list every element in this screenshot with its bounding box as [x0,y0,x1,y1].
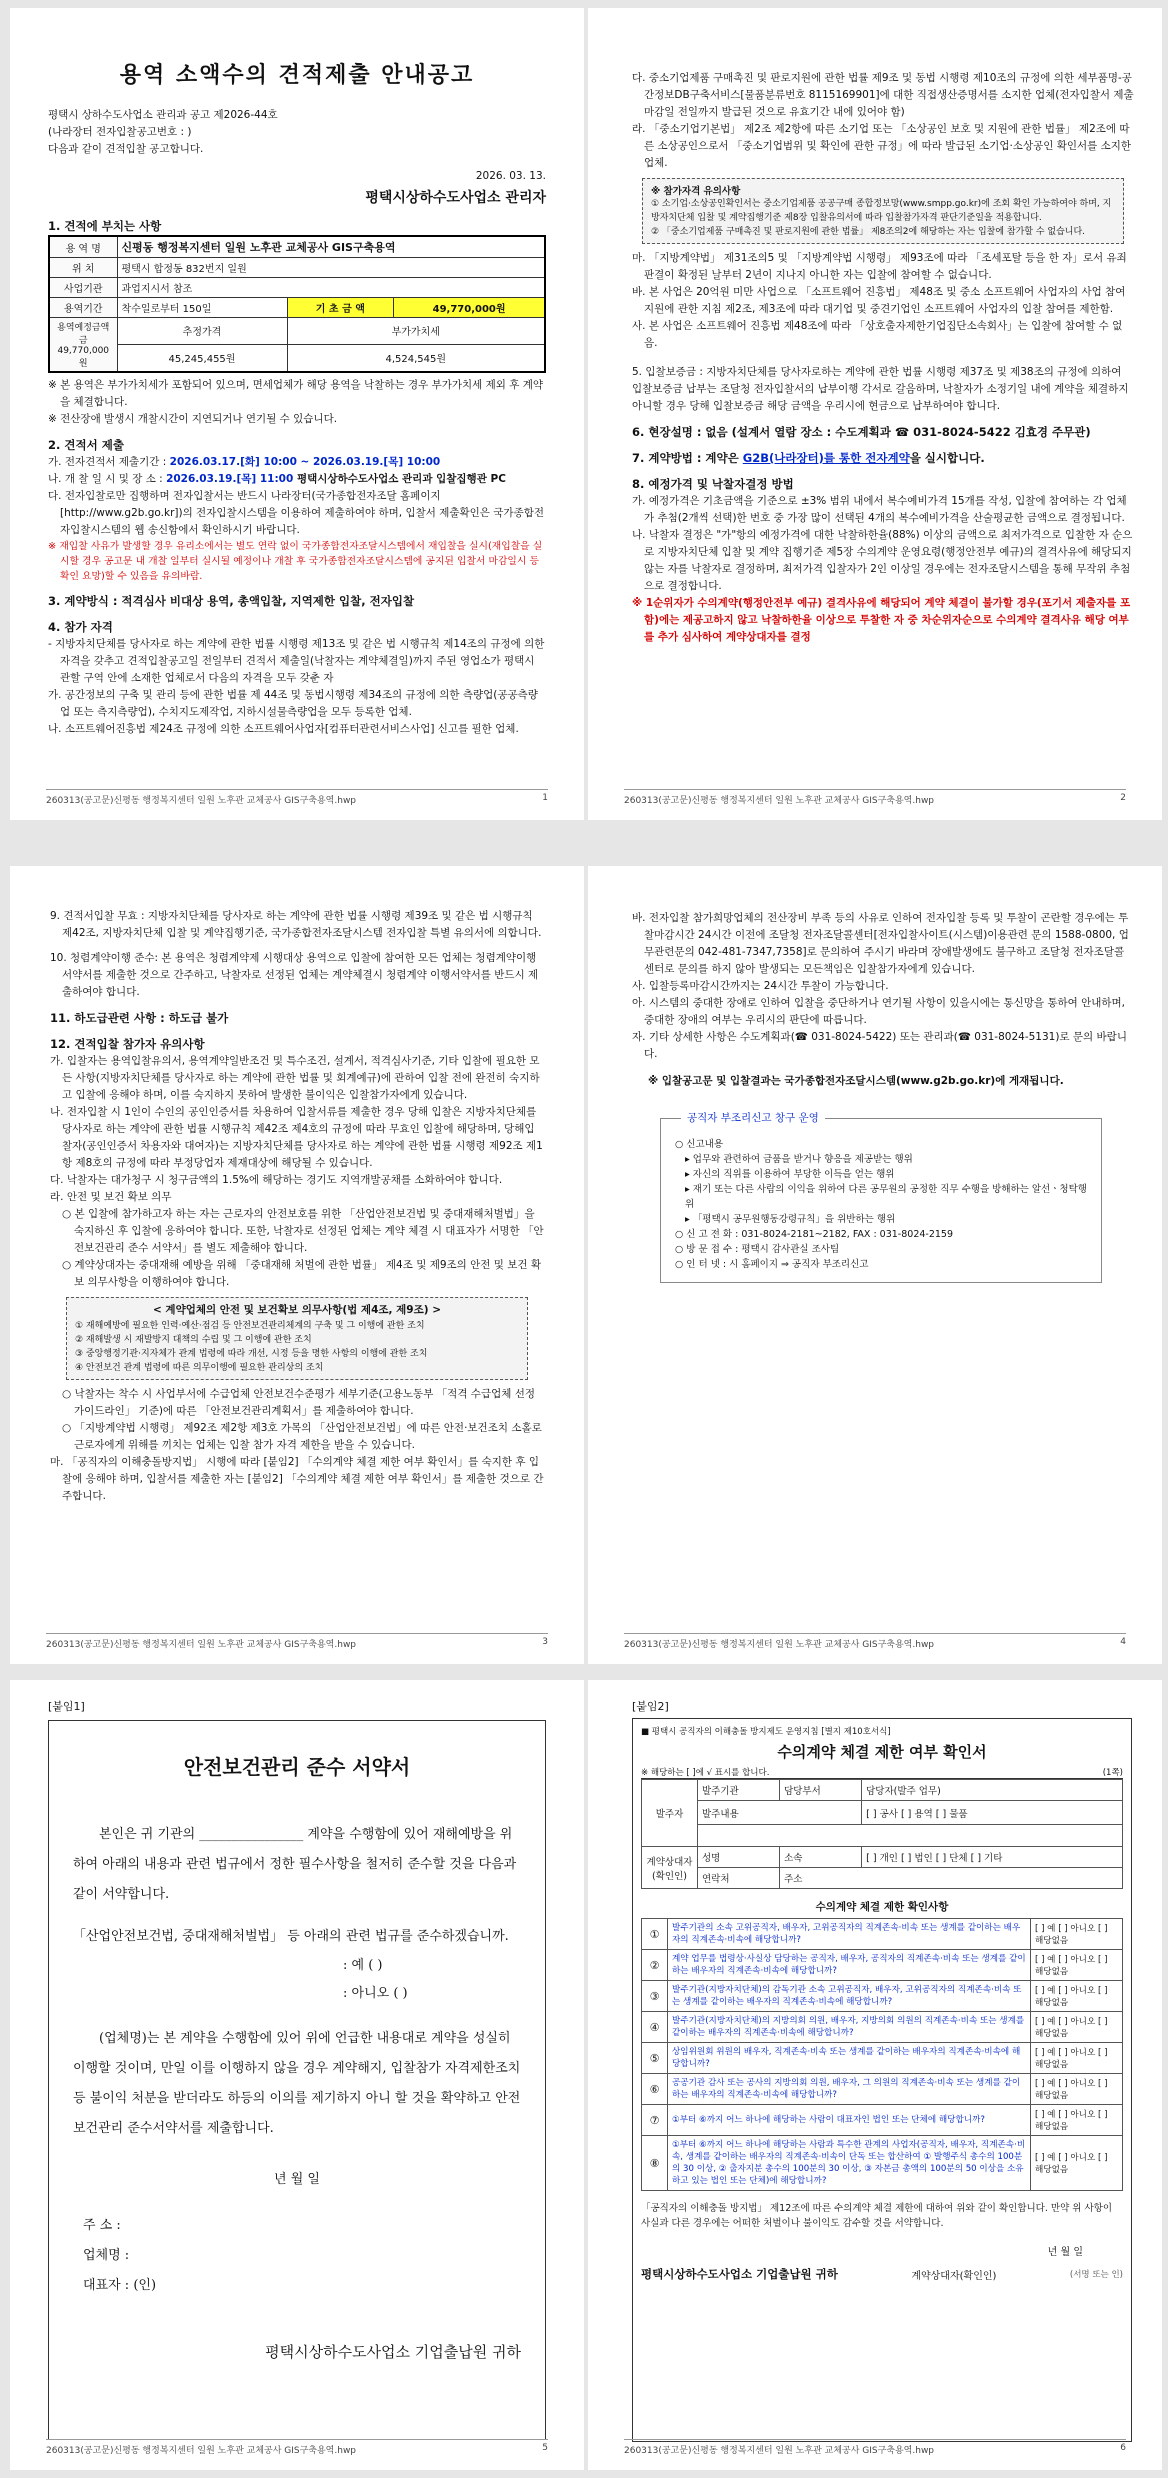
check-row-answer[interactable]: [ ] 예 [ ] 아니오 [ ] 해당없음 [1031,2043,1123,2074]
vat: 4,524,545원 [287,344,545,372]
confirm-statement: 「공직자의 이해충돌 방지법」 제12조에 따른 수의계약 체결 제한에 대하여 위와 같이 확인합니다. 만약 위 사항이 사실과 다른 경우에는 어떠한 처벌이나 불이익도 감수할 것을 서약합니다. [641,2203,1112,2229]
duty-item-2: ② 재해발생 시 재발방지 대책의 수립 및 그 이행에 관한 조치 [75,1335,312,1345]
check-row-question: 발주기관의 소속 고위공직자, 배우자, 고위공직자의 직계존속·비속 또는 생계를 같이하는 배우자의 직계존속·비속에 해당합니까? [668,1919,1031,1950]
report-box [660,1112,1102,1283]
check-row [642,2043,1123,2074]
check-row-answer[interactable]: [ ] 예 [ ] 아니오 [ ] 해당없음 [1031,2074,1123,2105]
check-row-answer[interactable]: [ ] 예 [ ] 아니오 [ ] 해당없음 [1031,2012,1123,2043]
attachment-label: [붙임1] [48,1700,85,1713]
form-recipient: 평택시상하수도사업소 기업출납원 귀하 [641,2267,838,2281]
notice-date: 2026. 03. 13. [475,170,546,182]
footer-filename: 260313(공고문)신평동 행정복지센터 일원 노후관 교체공사 GIS구축용역.hwp [46,796,357,806]
notice-number: 평택시 상하수도사업소 관리과 공고 제2026-44호 [48,109,278,121]
contractor-type: [ ] 개인 [ ] 법인 [ ] 단체 [ ] 기타 [862,1847,1123,1868]
check-row-question: 상임위원회 위원의 배우자, 직계존속·비속 또는 생계를 같이하는 배우자의 직계존속·비속에 해당합니까? [668,2043,1031,2074]
check-row [642,1950,1123,1981]
contract-method: G2B(나라장터)를 통한 전자계약 [742,451,910,465]
check-row-question: 계약 업무를 법령상·사실상 담당하는 공직자, 배우자, 공직자의 직계존속·비속 또는 생계를 같이하는 배우자의 직계존속·비속에 해당합니까? [668,1950,1031,1981]
publication-notice: ※ 입찰공고문 및 입찰결과는 국가종합전자조달시스템(www.g2b.go.kr)에 게재됩니다. [648,1075,1064,1087]
orderer-label: 발주자 [642,1780,698,1847]
vat-note: ※ 본 용역은 부가가치세가 포함되어 있으며, 면세업체가 해당 용역을 낙찰하는 경우 부가가치세 제외 후 계약을 체결합니다. [48,379,544,408]
duty-box-title: < 계약업체의 안전 및 보건확보 의무사항(법 제4조, 제9조) > [152,1304,442,1316]
location: 평택시 합정동 832번지 일원 [117,258,545,278]
note-b: 나. 전자입찰 시 1인이 수인의 공인인증서를 차용하여 입찰서류를 제출한 경우 당해 입찰은 지방자치단체를 당사자로 하는 계약에 관한 법률 시행규칙 제42조 제4호의 규정에 따라 무효인 입찰에 해당하며, 당해입찰자(공인인증서 차용자와 대여자)는 지방자치단체를 당사자로 하는 계약에 관한 법률 시행령 제92조 제1항 제8호의 규정에 따라 부정당업자 제재대상에 해당될 수 있습니다. [50,1106,543,1169]
note-d-3: ○ 낙찰자는 착수 시 사업부서에 수급업체 안전보건수준평가 세부기준(고용노동부 「적격 수급업체 선정 가이드라인」 기준)에 따른 「안전보건관리계획서」를 제출하여야 합니다. [62,1388,535,1417]
contract-type: [ ] 공사 [ ] 용역 [ ] 물품 [862,1801,1123,1825]
duty-item-4: ④ 안전보건 관계 법령에 따른 의무이행에 필요한 관리상의 조치 [75,1363,324,1373]
section-5: 5. 입찰보증금 : 지방자치단체를 당사자로하는 계약에 관한 법률 시행령 제37조 및 제38조의 규정에 의하여 입찰보증금 납부는 조달청 전자입찰서의 납부이행 각서로 갈음하며, 낙찰자가 소정기일 내에 계약을 체결하지 아니할 경우 당해 입찰보증금 해당 금액을 우리시에 현금으로 납부하여야 합니다. [632,366,1129,412]
report-visit: ○ 방 문 접 수 : 평택시 감사관실 조사팀 [675,1244,840,1255]
check-row [642,2136,1123,2191]
form-signer: 계약상대자(확인인) [911,2270,997,2282]
check-row-answer[interactable]: [ ] 예 [ ] 아니오 [ ] 해당없음 [1031,1950,1123,1981]
report-item-3: ▸ 자신의 직위를 이용하여 부당한 이득을 얻는 행위 [685,1169,895,1180]
check-row [642,2012,1123,2043]
box-item-2: ② 「중소기업제품 구매촉진 및 판로지원에 관한 법률」 제8조의2에 해당하는 자는 입찰에 참가할 수 없습니다. [651,227,1086,237]
budget-label: 용역예정금액 금49,770,000원 [49,318,117,373]
dept: 과업지시서 참조 [117,278,545,298]
check-row-number: ② [642,1950,668,1981]
opening-place: 평택시상하수도사업소 관리과 입찰집행관 PC [293,473,506,485]
qualification-c: 다. 중소기업제품 구매촉진 및 판로지원에 관한 법률 제9조 및 동법 시행령 제10조의 규정에 의한 세부품명-공간정보DB구축서비스[물품분류번호 8115169901]에 대한 직접생산증명서를 소지한 업체(전자입찰서 제출 마감일 전일까지 발급된 것으로 유효기간 내에 있어야 함) [632,72,1134,118]
check-row-answer[interactable]: [ ] 예 [ ] 아니오 [ ] 해당없음 [1031,1981,1123,2012]
box-title: ※ 참가자격 유의사항 [651,186,741,197]
note-d: 라. 안전 및 보건 확보 의무 [50,1191,172,1203]
section-12-heading: 12. 견적입찰 참가자 유의사항 [50,1037,205,1051]
duty-item-3: ③ 중앙행정기관·지자체가 관계 법령에 따라 개선, 시정 등을 명한 사항의 이행에 관한 조치 [75,1349,428,1359]
report-item-4: ▸ 재기 또는 다른 사람의 이익을 위하여 다른 공무원의 공정한 직무 수행을 방해하는 알선ㆍ청탁행위 [685,1184,1087,1210]
check-row-question: 발주기관(지방자치단체)의 감독기관 소속 고위공직자, 배우자, 고위공직자의 직계존속·비속 또는 생계를 같이하는 배우자의 직계존속·비속에 해당합니까? [668,1981,1031,2012]
footer-filename: 260313(공고문)신평동 행정복지센터 일원 노후관 교체공사 GIS구축용역.hwp [46,1640,357,1650]
note-d-1: ○ 본 입찰에 참가하고자 하는 자는 근로자의 안전보호를 위한 「산업안전보건법 및 중대재해처벌법」을 숙지하신 후 입찰에 응하여야 합니다. 또한, 낙찰자로 선정된 업체는 계약 체결 시 대표자가 서명한 「안전보건관리 준수 서약서」를 별도 제출해야 합니다. [62,1208,544,1254]
note-c: 다. 낙찰자는 대가청구 시 청구금액의 1.5%에 해당하는 경기도 지역개발공채를 소화하여야 합니다. [50,1174,503,1186]
check-row [642,1919,1123,1950]
est-price: 45,245,455원 [117,344,287,372]
safety-pledge-frame [48,1720,546,2440]
section-9: 9. 견적서입찰 무효 : 지방자치단체를 당사자로 하는 계약에 관한 법률 시행령 제39조 및 같은 법 시행규칙 제42조, 지방자치단체 입찰 및 계약집행기준, 국가종합전자조달시스템 전자입찰 특별 유의서에 의합니다. [50,910,542,939]
rebid-warning: ※ 재입찰 사유가 발생할 경우 유리소에서는 별도 연락 없이 국가종합전자조달시스템에서 재입찰을 실시(재입찰을 실시할 경우 공고문 내 개찰 일부터 실시될 예정이나 개찰 후 국가종합전자조달시스템에 공지된 입찰서 마감일시 등 확인 요망)할 수 있음을 유의바람. [48,541,543,582]
pledge-no: : 아니오 ( ) [343,1986,408,2001]
page-5 [10,1680,584,2470]
check-row-answer[interactable]: [ ] 예 [ ] 아니오 [ ] 해당없음 [1031,1919,1123,1950]
est-price-label: 추정가격 [117,318,287,345]
page-title: 용역 소액수의 견적제출 안내공고 [119,63,475,88]
footer-filename: 260313(공고문)신평동 행정복지센터 일원 노후관 교체공사 GIS구축용역.hwp [46,2446,357,2456]
contractor-name: 성명 [698,1847,780,1868]
price-method: 가. 예정가격은 기초금액을 기준으로 ±3% 범위 내에서 복수예비가격 15개를 작성, 입찰에 참여하는 각 업체가 추첨(2개씩 선택)한 번호 중 가장 많이 선택된 4개의 복수예비가격을 산술평균한 금액으로 결정됩니다. [632,495,1127,524]
form-header: ■ 평택시 공직자의 이해충돌 방지제도 운영지침 [별지 제10호서식] [641,1727,891,1737]
report-item-2: ▸ 업무와 관련하여 금품을 받거나 향응을 제공받는 행위 [685,1154,913,1165]
page-number: 2 [1120,793,1126,803]
note-f: 바. 전자입찰 참가희망업체의 전산장비 부족 등의 사유로 인하여 전자입찰 등록 및 투찰이 곤란할 경우에는 투찰마감시간 24시간 이전에 조달청 전자조달콜센터[전자입찰사이트(시스템)이용관련 문의 1588-0800, 업무관련문의 042-481-7347,7358]로 문의하여 주시기 바라며 장애발생에도 불구하고 조달청 전자조달콜센터로 문의를 하지 않아 발생되는 모든책임은 입찰참가자에게 있습니다. [632,912,1129,975]
page-3 [10,866,584,1664]
section-10: 10. 청렴계약이행 준수: 본 용역은 청렴계약제 시행대상 용역으로 입찰에 참여한 모든 업체는 청렴계약이행서약서를 제출한 것으로 간주하고, 낙찰자로 선정된 업체는 계약체결시 청렴계약 이행서약서를 반드시 제출하여야 합니다. [50,952,539,998]
project-table [48,235,546,373]
pledge-rep: 대표자 : (인) [83,2278,157,2293]
base-amount: 49,770,000원 [394,298,545,318]
orderer-dept: 담당부서 [780,1780,862,1801]
note-h: 아. 시스템의 중대한 장애로 인하여 입찰을 중단하거나 연기될 사항이 있을시에는 통신망을 통하여 안내하며, 중대한 장애의 여부는 우리시의 판단에 따릅니다. [632,997,1126,1026]
check-row-number: ① [642,1919,668,1950]
dept-label: 사업기관 [49,278,117,298]
check-row-question: ①부터 ⑥까지 어느 하나에 해당하는 사람이 대표자인 법인 또는 단체에 해당합니까? [668,2105,1031,2136]
e-bid-note: 다. 전자입찰로만 집행하며 전자입찰서는 반드시 나라장터(국가종합전자조달 홈페이지 [http://www.g2b.go.kr])의 전자입찰시스템을 이용하여 제출하여야 하며, 입찰서 제출확인은 국가종합전자입찰시스템의 웹 송신함에서 확인하시기 바랍니다. [48,490,544,536]
qualification-a: 가. 공간정보의 구축 및 관리 등에 관한 법률 제 44조 및 동법시행령 제34조의 규정에 의한 측량업(공공측량업 또는 측지측량업), 수치지도제작업, 지하시설물측량업을 모두 등록한 업체. [48,689,538,718]
section-1-heading: 1. 견적에 부치는 사항 [48,219,162,233]
opening-time: 2026.03.19.[목] 11:00 [166,473,294,485]
section-3-heading: 3. 계약방식 : 적격심사 비대상 용역, 총액입찰, 지역제한 입찰, 전자입찰 [48,594,415,608]
vat-label: 부가가치세 [287,318,545,345]
pledge-company: 업체명 : [83,2248,130,2263]
contractor-address: 주소 [780,1868,1123,1889]
check-row-question: 공공기관 감사 또는 공사의 지방의회 의원, 배우자, 그 의원의 직계존속·비속 또는 생계를 같이하는 배우자의 직계존속·비속에 해당합니까? [668,2074,1031,2105]
page-number: 1 [542,793,548,803]
report-web: ○ 인 터 넷 : 시 홈페이지 ⇒ 공직자 부조리신고 [675,1259,869,1270]
check-row-question: 발주기관(지방자치단체)의 지방의회 의원, 배우자, 지방의회 의원의 직계존속·비속 또는 생계를 같이하는 배우자의 직계존속·비속에 해당합니까? [668,2012,1031,2043]
check-row [642,2105,1123,2136]
form-date: 년 월 일 [1047,2247,1083,2258]
check-row-number: ⑥ [642,2074,668,2105]
section-7-post: 을 실시합니다. [909,451,985,465]
contractor-contact: 연락처 [698,1868,780,1889]
page-number: 6 [1120,2443,1126,2453]
check-table [641,1918,1123,2191]
check-row-answer[interactable]: [ ] 예 [ ] 아니오 [ ] 해당없음 [1031,2105,1123,2136]
report-item-5: ▸ 「평택시 공무원행동강령규칙」을 위반하는 행위 [685,1214,896,1225]
section-8-heading: 8. 예정가격 및 낙찰자결정 방법 [632,477,794,491]
pledge-body-2: 「산업안전보건법, 중대재해처벌법」 등 아래의 관련 법규를 준수하겠습니까. [73,1929,509,1944]
form-subtitle: ※ 해당하는 [ ]에 √ 표시를 합니다. [641,1768,770,1778]
footer-filename: 260313(공고문)신평동 행정복지센터 일원 노후관 교체공사 GIS구축용역.hwp [624,1640,935,1650]
section-11: 11. 하도급관련 사항 : 하도급 불가 [50,1011,229,1025]
submit-period: 2026.03.17.[화] 10:00 ~ 2026.03.19.[목] 10:00 [169,456,441,468]
check-row [642,2074,1123,2105]
qualification-general: - 지방자치단체를 당사자로 하는 계약에 관한 법률 시행령 제13조 및 같은 법 시행규칙 제14조의 규정에 의한 자격을 갖추고 견적입찰공고일 전일부터 견적서 제출일(낙찰자는 계약체결일)까지 주된 영업소가 평택시 관할 구역 안에 소재한 업체로서 다음의 자격을 모두 갖춘 자 [48,638,545,684]
period-label: 용역기간 [49,298,117,318]
footer-filename: 260313(공고문)신평동 행정복지센터 일원 노후관 교체공사 GIS구축용역.hwp [624,2446,935,2456]
page-number: 3 [542,1637,548,1647]
report-title: 공직자 부조리신고 창구 운영 [681,1110,825,1125]
box-item-1: ① 소기업·소상공인확인서는 중소기업제품 공공구매 종합정보망(www.smpp.go.kr)에 조회 확인 가능하여야 하며, 지방자치단체 입찰 및 계약집행기준 제8장 입찰유의서에 따라 입찰참가자격 판단기준일을 적용합니다. [651,199,1112,223]
project-name-label: 용 역 명 [49,236,117,258]
pledge-body-3: (업체명)는 본 계약을 수행함에 있어 위에 언급한 내용대로 계약을 성실히 이행할 것이며, 만일 이를 이행하지 않을 경우 계약해지, 입찰참가 자격제한조치 등 불이익 처분을 받더라도 하등의 이의를 제기하지 아니 할 것을 확약하고 안전보건관리 준수서약서를 제출합니다. [73,2031,521,2136]
winner-method: 나. 낙찰자 결정은 "가"항의 예정가격에 대한 낙찰하한율(88%) 이상의 금액으로 최저가격으로 입찰한 자 순으로 지방자치단체 입찰 및 계약 집행기준 제5장 수의계약 운영요령(행정안전부 예규)의 결격사유에 해당되지 않는 자를 낙찰자로 결정하며, 최저가격 입찰자가 2인 이상일 경우에는 전자조달시스템을 통해 무작위 추첨으로 결정합니다. [632,529,1133,592]
section-7-label: 7. 계약방법 : 계약은 [632,451,743,465]
report-item-1: ○ 신고내용 [675,1139,724,1150]
form-page: (1쪽) [1102,1768,1123,1778]
check-row-number: ⑧ [642,2136,668,2191]
note-g: 사. 입찰등록마감시간까지는 24시간 투찰이 가능합니다. [632,980,889,992]
note-e: 마. 「공직자의 이해충돌방지법」 시행에 따라 [붙임2] 「수의계약 체결 제한 여부 확인서」를 숙지한 후 입찰에 응해야 하며, 입찰서를 제출한 자는 [붙임2] 「수의계약 체결 제한 여부 확인서」를 제출한 것으로 간주합니다. [50,1456,544,1502]
issuer: 평택시상하수도사업소 관리자 [365,190,546,206]
check-row-answer[interactable]: [ ] 예 [ ] 아니오 [ ] 해당없음 [1031,2136,1123,2191]
qualification-f: 바. 본 사업은 20억원 미만 사업으로 「소프트웨어 진흥법」 제48조 및 중소 소프트웨어 사업자의 사업 참여 지원에 관한 지침 제2조, 제3조에 따라 대기업 및 중견기업인 소프트웨어 사업자의 입찰 참여를 제한함. [632,286,1126,315]
check-row-number: ③ [642,1981,668,2012]
section-4-heading: 4. 참가 자격 [48,620,113,634]
page-number: 4 [1120,1637,1126,1647]
submit-period-label: 가. 전자견적서 제출기간 : [48,456,170,468]
contractor-label: 계약상대자 (확인인) [642,1847,698,1889]
check-row-number: ⑦ [642,2105,668,2136]
attachment-label: [붙임2] [632,1700,669,1713]
qualification-d: 라. 「중소기업기본법」 제2조 제2항에 따른 소기업 또는 「소상공인 보호 및 지원에 관한 법률」 제2조에 따른 소상공인으로서 「중소기업범위 및 확인에 관한 규정」에 따라 발급된 소기업·소상공인 확인서를 소지한 업체. [632,123,1132,169]
party-table [641,1779,1123,1889]
note-d-2: ○ 계약상대자는 중대재해 예방을 위해 「중대재해 처벌에 관한 법률」 제4조 및 제9조의 안전 및 보건 확보 의무사항을 이행하여야 합니다. [62,1259,542,1288]
page-4 [588,866,1162,1664]
pledge-body-1: 본인은 귀 기관의 ________________ 계약을 수행함에 있어 재해예방을 위하여 아래의 내용과 관련 법규에서 정한 필수사항을 철저히 준수할 것을 다음과 같이 서약합니다. [73,1827,517,1902]
pledge-yes: : 예 ( ) [343,1958,383,1973]
g2b-notice-number: (나라장터 전자입찰공고번호 : ) [48,126,192,138]
page-6 [588,1680,1162,2470]
pledge-date: 년 월 일 [274,2172,320,2187]
duty-box [66,1297,528,1380]
qualification-e: 마. 「지방계약법」 제31조의5 및 「지방계약법 시행령」 제93조에 따라 「조세포탈 등을 한 자」로서 유죄판결이 확정된 날부터 2년이 지나지 아니한 자는 입찰에 참여할 수 없습니다. [632,252,1127,281]
base-amount-label: 기 초 금 액 [287,298,394,318]
note-i: 자. 기타 상세한 사항은 수도계획과(☎ 031-8024-5422) 또는 관리과(☎ 031-8024-5131)로 문의 바랍니다. [632,1031,1127,1060]
check-row-number: ⑤ [642,2043,668,2074]
check-row-question: ①부터 ⑥까지 어느 하나에 해당하는 사람과 특수한 관계의 사업자(공직자, 배우자, 직계존속·비속, 생계를 같이하는 배우자의 직계존속·비속이 단독 또는 합산하여 ① 발행주식 총수의 100분의 30 이상, ② 출자지분 총수의 100분의 30 이상, ③ 자본금 총액의 100분의 50 이상을 소유하고 있는 법인 또는 단체)에 해당합니까? [668,2136,1031,2191]
note-d-4: ○ 「지방계약법 시행령」 제92조 제2항 제3호 가목의 「산업안전보건법」에 따른 안전·보건조치 소홀로 근로자에게 위해를 끼치는 업체는 입찰 참가 자격 제한을 받을 수 있습니다. [62,1422,542,1451]
winner-note: ※ 1순위자가 수의계약(행정안전부 예규) 결격사유에 해당되어 계약 체결이 불가할 경우(포기서 제출자를 포함)에는 제공고하지 않고 낙찰하한율 이상으로 투찰한 자 중 차순위자순으로 수의계약 결격사유 해당 여부를 추가 심사하여 계약상대자를 결정 [632,597,1131,643]
pledge-address: 주 소 : [83,2218,121,2233]
footer-filename: 260313(공고문)신평동 행정복지센터 일원 노후관 교체공사 GIS구축용역.hwp [624,796,935,806]
orderer-org: 발주기관 [698,1780,780,1801]
confirmation-form [632,1718,1132,2442]
section-6: 6. 현장설명 : 없음 (설계서 열람 장소 : 수도계획과 ☎ 031-8024-5422 김효경 주무관) [632,425,1091,439]
pledge-title: 안전보건관리 준수 서약서 [183,1755,411,1779]
page-2 [588,8,1162,820]
orderer-manager: 담당자(발주 업무) [862,1780,1123,1801]
intro: 다음과 같이 견적입찰 공고합니다. [48,143,204,155]
project-name: 신평동 행정복지센터 일원 노후관 교체공사 GIS구축용역 [117,236,545,258]
period: 착수일로부터 150일 [117,298,287,318]
contract-content-label: 발주내용 [698,1801,862,1825]
qualification-g: 사. 본 사업은 소프트웨어 진흥법 제48조에 따라 「상호출자제한기업집단소속회사」는 입찰에 참여할 수 없음. [632,320,1123,349]
check-row-number: ④ [642,2012,668,2043]
note-a: 가. 입찰자는 용역입찰유의서, 용역계약일반조건 및 특수조건, 설계서, 적격심사기준, 기타 입찰에 필요한 모든 사항(지방자치단체를 당사자로 하는 계약에 관한 법률 및 회계예규)에 관하여 입찰 전에 완전히 숙지하고 입찰에 응해야 하며, 이를 숙지하지 못하여 발생한 불이익은 입찰참가자에게 있습니다. [50,1055,540,1101]
pledge-recipient: 평택시상하수도사업소 기업출납원 귀하 [265,2343,521,2361]
qualification-notice-box [642,178,1124,244]
check-title: 수의계약 체결 제한 확인사항 [815,1901,949,1913]
check-row [642,1981,1123,2012]
page-number: 5 [542,2443,548,2453]
contractor-org: 소속 [780,1847,862,1868]
section-2-heading: 2. 견적서 제출 [48,438,124,452]
form-sign: (서명 또는 인) [1069,2270,1123,2280]
duty-item-1: ① 재해예방에 필요한 인력·예산·점검 등 안전보건관리체계의 구축 및 그 이행에 관한 조치 [75,1321,425,1331]
system-note: ※ 전산장애 발생시 개찰시간이 지연되거나 연기될 수 있습니다. [48,413,338,425]
opening-label: 나. 개 찰 일 시 및 장 소 : [48,473,167,485]
page-1 [10,8,584,820]
form-title: 수의계약 체결 제한 여부 확인서 [777,1743,987,1761]
report-phone: ○ 신 고 전 화 : 031-8024-2181~2182, FAX : 031-8024-2159 [675,1229,954,1240]
location-label: 위 치 [49,258,117,278]
qualification-b: 나. 소프트웨어진흥법 제24조 규정에 의한 소프트웨어사업자[컴퓨터관련서비스사업] 신고를 필한 업체. [48,723,519,735]
